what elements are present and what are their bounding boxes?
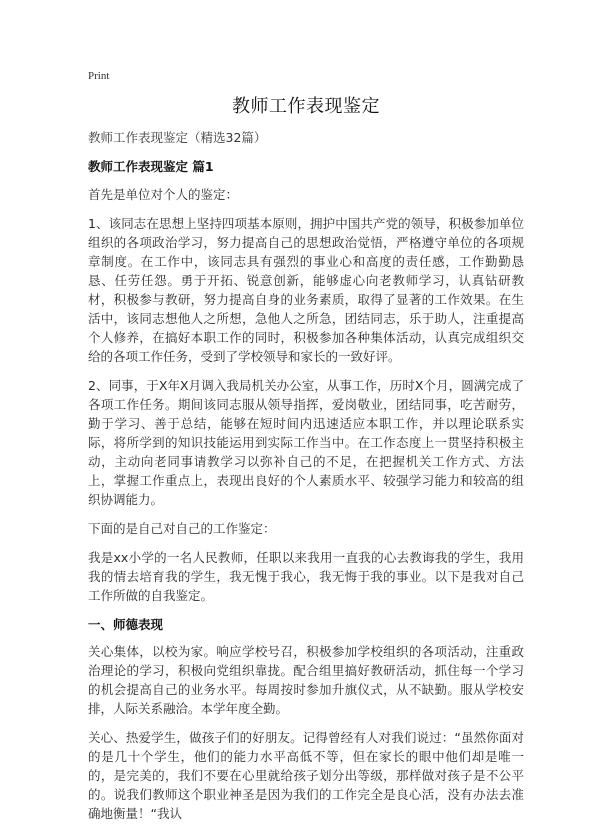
paragraph-ethics-1: 关心集体，以校为家。响应学校号召，积极参加学校组织的各项活动，注重政治理论的学习，积极向党组织靠拢。配合组里搞好教研活动，抓住每一个学习的机会提高自己的业务水平。每周按时参加升旗仪式，从不缺勤。服从学校安排，人际关系融洽。本学年度全勤。 bbox=[88, 644, 524, 716]
paragraph-self-description: 我是xx小学的一名人民教师，任职以来我用一直我的心去教诲我的学生，我用我的情去培育我的学生，我无愧于我心，我无悔于我的事业。以下是我对自己工作所做的自我鉴定。 bbox=[88, 550, 524, 603]
paragraph-intro: 首先是单位对个人的鉴定： bbox=[88, 187, 239, 202]
paragraph-2: 2、同事，于X年X月调入我局机关办公室，从事工作，历时X个月，圆满完成了各项工作任务。期间该同志服从领导指挥，爱岗敬业，团结同事，吃苦耐劳，勤于学习、善于总结，能够在短时间内迅速适应本职工作，并以理论联系实际，将所学到的知识技能运用到实际工作当中。在工作态度上一贯坚持积极主动，主动向老同事请教学习以弥补自己的不足，在把握机关工作方式、方法上，掌握工作重点上，表现出良好的个人素质水平、较强学习能力和较高的组织协调能力。 bbox=[88, 378, 524, 507]
section-heading: 教师工作表现鉴定 篇1 bbox=[88, 159, 214, 174]
document-subtitle: 教师工作表现鉴定（精选32篇） bbox=[88, 130, 267, 145]
sub-heading-ethics: 一、师德表现 bbox=[88, 617, 164, 632]
paragraph-ethics-2: 关心、热爱学生，做孩子们的好朋友。记得曾经有人对我们说过：“虽然你面对的是几十个学生，他们的能力水平高低不等，但在家长的眼中他们却是唯一的，是完美的，我们不要在心里就给孩子划分出等级，那样做对孩子是不公平的。说我们教师这个职业神圣是因为我们的工作完全是良心活，没有办法去准确地衡量！“我认 bbox=[88, 730, 524, 821]
paragraph-self-intro: 下面的是自己对自己的工作鉴定： bbox=[88, 521, 276, 536]
document-title: 教师工作表现鉴定 bbox=[232, 96, 380, 117]
print-label: Print bbox=[88, 70, 110, 82]
paragraph-1: 1、该同志在思想上坚持四项基本原则，拥护中国共产党的领导，积极参加单位组织的各项政治学习，努力提高自己的思想政治觉悟，严格遵守单位的各项规章制度。在工作中，该同志具有强烈的事业心和高度的责任感，工作勤勤恳恳、任劳任怨。勇于开拓、锐意创新，能够虚心向老教师学习，认真钻研教材，积极参与教研，努力提高自身的业务素质，取得了显著的工作效果。在生活中，该同志想他人之所想，急他人之所急，团结同志，乐于助人，注重提高个人修养，在搞好本职工作的同时，积极参加各种集体活动，认真完成组织交给的各项工作任务，受到了学校领导和家长的一致好评。 bbox=[88, 216, 524, 364]
document-page bbox=[88, 70, 524, 833]
